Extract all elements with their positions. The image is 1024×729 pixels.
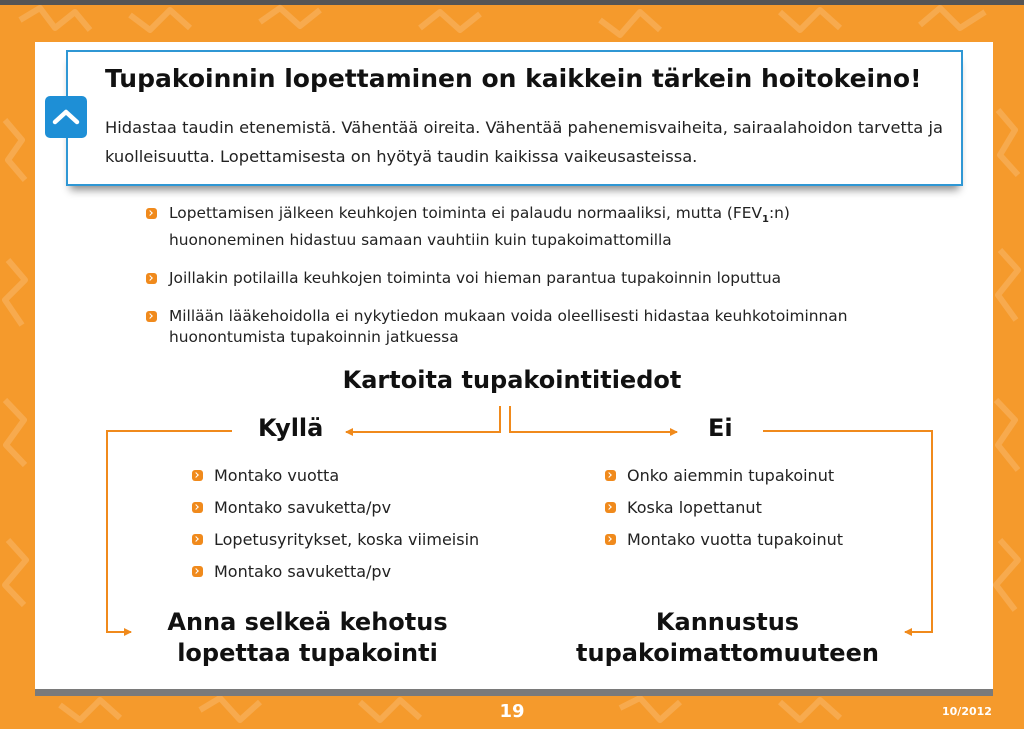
orange-arrow-bullet-icon (192, 470, 203, 481)
orange-arrow-bullet-icon (146, 273, 157, 284)
flow-center-heading: Kartoita tupakointitiedot (342, 366, 682, 394)
flow-no-heading: Ei (708, 414, 733, 442)
no-checklist (605, 465, 843, 561)
orange-arrow-bullet-icon (192, 566, 203, 577)
list-item (146, 268, 906, 289)
checklist-text: Montako savuketta/pv (214, 498, 392, 517)
page-number: 19 (499, 701, 525, 722)
bullet-text: Lopettamisen jälkeen keuhkojen toiminta ei palaudu normaaliksi, mutta (FEV (169, 204, 763, 222)
checklist-text: Onko aiemmin tupakoinut (627, 466, 835, 485)
key-message-title: Tupakoinnin lopettaminen on kaikkein tärkein hoitokeino! (105, 64, 922, 93)
orange-arrow-bullet-icon (146, 311, 157, 322)
checklist-text: Montako vuotta (214, 466, 340, 485)
list-item (605, 529, 843, 550)
bullet-subscript: 1 (762, 214, 769, 226)
list-item (192, 465, 479, 486)
footer-date: 10/2012 (942, 705, 992, 718)
list-item (146, 203, 906, 251)
list-item (146, 306, 906, 348)
chevron-up-icon (45, 96, 87, 138)
yes-checklist (192, 465, 479, 593)
list-item (192, 497, 479, 518)
bullet-list (146, 203, 906, 365)
checklist-text: Lopetusyritykset, koska viimeisin (214, 530, 480, 549)
list-item (192, 561, 479, 582)
orange-arrow-bullet-icon (192, 534, 203, 545)
bullet-text: :n) huononeminen hidastuu samaan vauhtiin kuin tupakoimattomilla (169, 204, 790, 250)
checklist-text: Montako vuotta tupakoinut (627, 530, 844, 549)
key-message-body: Hidastaa taudin etenemistä. Vähentää oireita. Vähentää pahenemisvaiheita, sairaalahoidon tarvetta ja kuolleisuutta. Lopettamisesta on hyötyä taudin kaikissa vaikeusasteissa. (105, 118, 943, 166)
list-item (605, 497, 843, 518)
slide-bottom-bar (35, 689, 993, 696)
checklist-text: Koska lopettanut (627, 498, 762, 517)
bullet-text: Millään lääkehoidolla ei nykytiedon mukaan voida oleellisesti hidastaa keuhkotoiminnan huonontumista tupakoinnin jatkuessa (169, 307, 848, 347)
orange-arrow-bullet-icon (605, 502, 616, 513)
list-item (605, 465, 843, 486)
no-result-text: Kannustus tupakoimattomuuteen (576, 608, 879, 667)
list-item (192, 529, 479, 550)
flow-yes-heading: Kyllä (258, 414, 324, 442)
orange-arrow-bullet-icon (146, 208, 157, 219)
orange-arrow-bullet-icon (192, 502, 203, 513)
yes-result-text: Anna selkeä kehotus lopettaa tupakointi (167, 608, 448, 667)
checklist-text: Montako savuketta/pv (214, 562, 392, 581)
orange-arrow-bullet-icon (605, 534, 616, 545)
orange-arrow-bullet-icon (605, 470, 616, 481)
bullet-text: Joillakin potilailla keuhkojen toiminta voi hieman parantua tupakoinnin loputtua (169, 269, 782, 288)
